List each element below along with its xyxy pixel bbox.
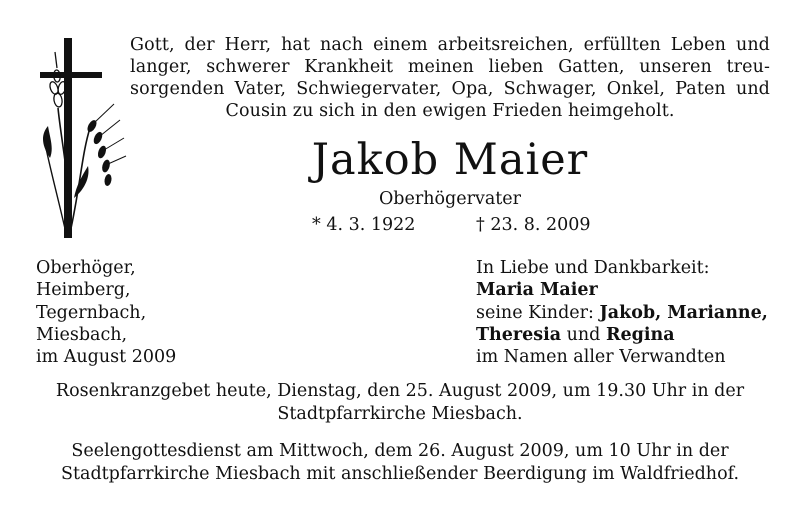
place-line: Tegernbach,: [36, 302, 147, 323]
intro-line: langer, schwerer Krankheit meinen lieben Gatten, unseren treu-: [130, 57, 770, 77]
place-line: Miesbach,: [36, 324, 128, 345]
mass-line: Stadtpfarrkirche Miesbach mit anschließender Beerdigung im Waldfriedhof.: [60, 463, 740, 484]
date-line: im August 2009: [36, 347, 177, 368]
rosary-line: Rosenkranzgebet heute, Dienstag, den 25. August 2009, um 19.30 Uhr in der: [55, 381, 745, 401]
children-line-1: [476, 302, 768, 324]
rosary-line: Stadtpfarrkirche Miesbach.: [277, 403, 523, 424]
mass-line: Seelengottesdienst am Mittwoch, dem 26. August 2009, um 10 Uhr in der: [71, 441, 729, 461]
child-name: Regina: [605, 324, 675, 345]
intro-line: Cousin zu sich in den ewigen Frieden heimgeholt.: [225, 101, 675, 121]
death-date: † 23. 8. 2009: [476, 215, 591, 235]
and-word: und: [561, 324, 606, 345]
intro-text: [130, 34, 770, 122]
intro-line: sorgenden Vater, Schwiegervater, Opa, Schwager, Onkel, Paten und: [130, 79, 770, 99]
rosary-notice: [20, 380, 780, 425]
place-line: Oberhöger,: [36, 258, 136, 278]
mourners-heading: In Liebe und Dankbarkeit:: [476, 258, 710, 278]
mourners-closing: im Namen aller Verwandten: [476, 347, 726, 368]
funeral-mass-notice: [20, 440, 780, 485]
child-name: Theresia: [476, 324, 562, 345]
children-names: Jakob, Marianne,: [599, 302, 768, 323]
birth-date: * 4. 3. 1922: [312, 215, 416, 235]
children-prefix: seine Kinder:: [476, 302, 600, 323]
intro-line: Gott, der Herr, hat nach einem arbeitsreichen, erfüllten Leben und: [130, 35, 770, 55]
places-block: [36, 257, 176, 368]
deceased-name: Jakob Maier: [311, 135, 589, 185]
house-name: Oberhögervater: [378, 189, 522, 209]
children-line-2: [476, 324, 768, 346]
cross-with-wheat-icon: [28, 38, 128, 238]
place-line: Heimberg,: [36, 280, 131, 301]
spouse-name: Maria Maier: [476, 280, 598, 301]
mourners-block: [476, 257, 768, 368]
